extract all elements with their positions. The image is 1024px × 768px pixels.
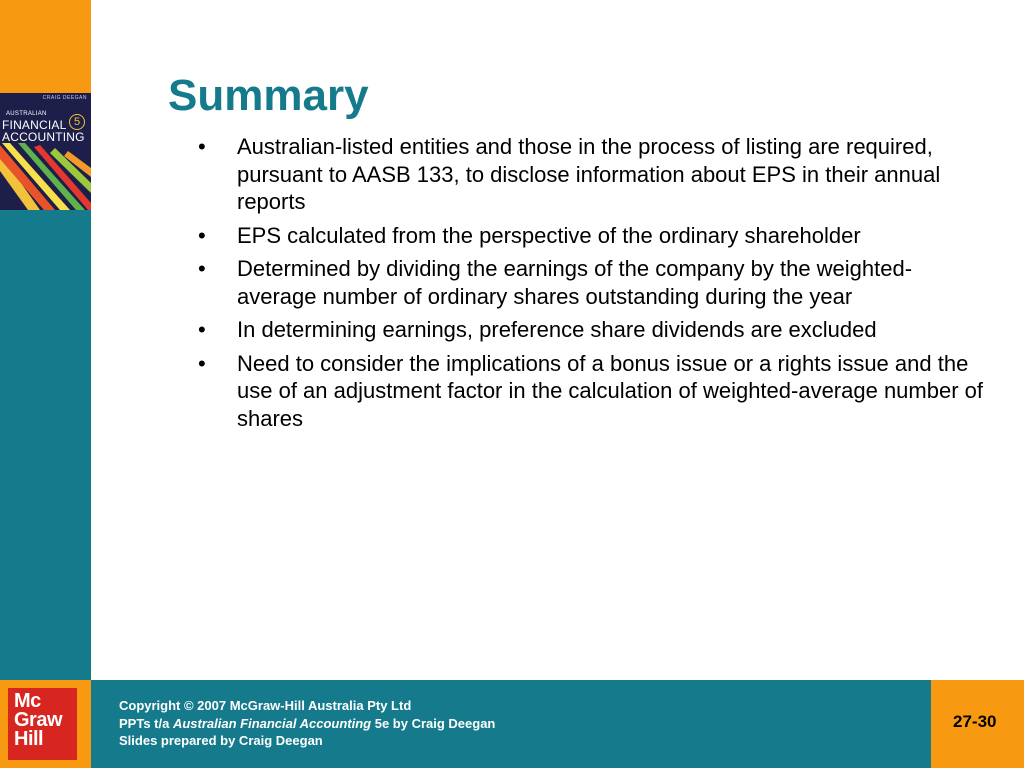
sidebar-orange-block — [0, 0, 91, 93]
bullet-item — [196, 350, 986, 433]
footer-ppts-suffix: 5e by Craig Deegan — [371, 715, 496, 731]
book-cover-line-australian: AUSTRALIAN — [6, 111, 47, 117]
logo-line-hill: Hill — [14, 728, 44, 750]
bullet-item — [196, 316, 986, 344]
book-cover-line-financial: FINANCIAL — [2, 118, 67, 132]
bullet-text: EPS calculated from the perspective of the ordinary shareholder — [237, 222, 861, 248]
bullet-text: In determining earnings, preference share dividends are excluded — [237, 317, 877, 342]
footer-ppts-line — [119, 715, 495, 733]
logo-line-mc: Mc — [14, 690, 41, 712]
book-cover-image — [0, 93, 91, 210]
bullet-list — [196, 133, 986, 438]
bullet-marker: • — [198, 134, 206, 159]
bullet-item — [196, 222, 986, 250]
mcgraw-hill-logo — [8, 688, 77, 760]
bullet-marker: • — [198, 222, 206, 248]
bullet-text: Determined by dividing the earnings of the company by the weighted-average number of ordinary shares outstanding during the year — [237, 256, 913, 309]
logo-line-graw: Graw — [14, 709, 63, 731]
bullet-text: Australian-listed entities and those in the process of listing are required, pursuant to AASB 133, to disclose information about EPS in their annual reports — [237, 134, 941, 214]
bullet-marker: • — [198, 350, 206, 376]
book-cover-author: CRAIG DEEGAN — [42, 95, 87, 101]
footer-copyright: Copyright © 2007 McGraw-Hill Australia Pty Ltd — [119, 698, 412, 713]
book-cover-edition-badge: 5 — [69, 114, 85, 130]
page-number: 27-30 — [953, 712, 997, 731]
bullet-text: Need to consider the implications of a bonus issue or a rights issue and the use of an adjustment factor in the calculation of weighted-average number of shares — [237, 350, 984, 431]
footer-prepared-by: Slides prepared by Craig Deegan — [119, 733, 323, 748]
footer-ppts-prefix: PPTs t/a — [119, 715, 173, 731]
bullet-marker: • — [198, 256, 206, 281]
footer-book-title: Australian Financial Accounting — [172, 715, 372, 731]
bullet-item — [196, 133, 986, 216]
bullet-item — [196, 255, 986, 310]
footer-logo-area — [0, 680, 91, 768]
book-cover-line-accounting: ACCOUNTING — [2, 130, 85, 144]
footer-credits — [119, 697, 495, 750]
slide-title: Summary — [168, 71, 369, 120]
bullet-marker: • — [198, 317, 206, 342]
